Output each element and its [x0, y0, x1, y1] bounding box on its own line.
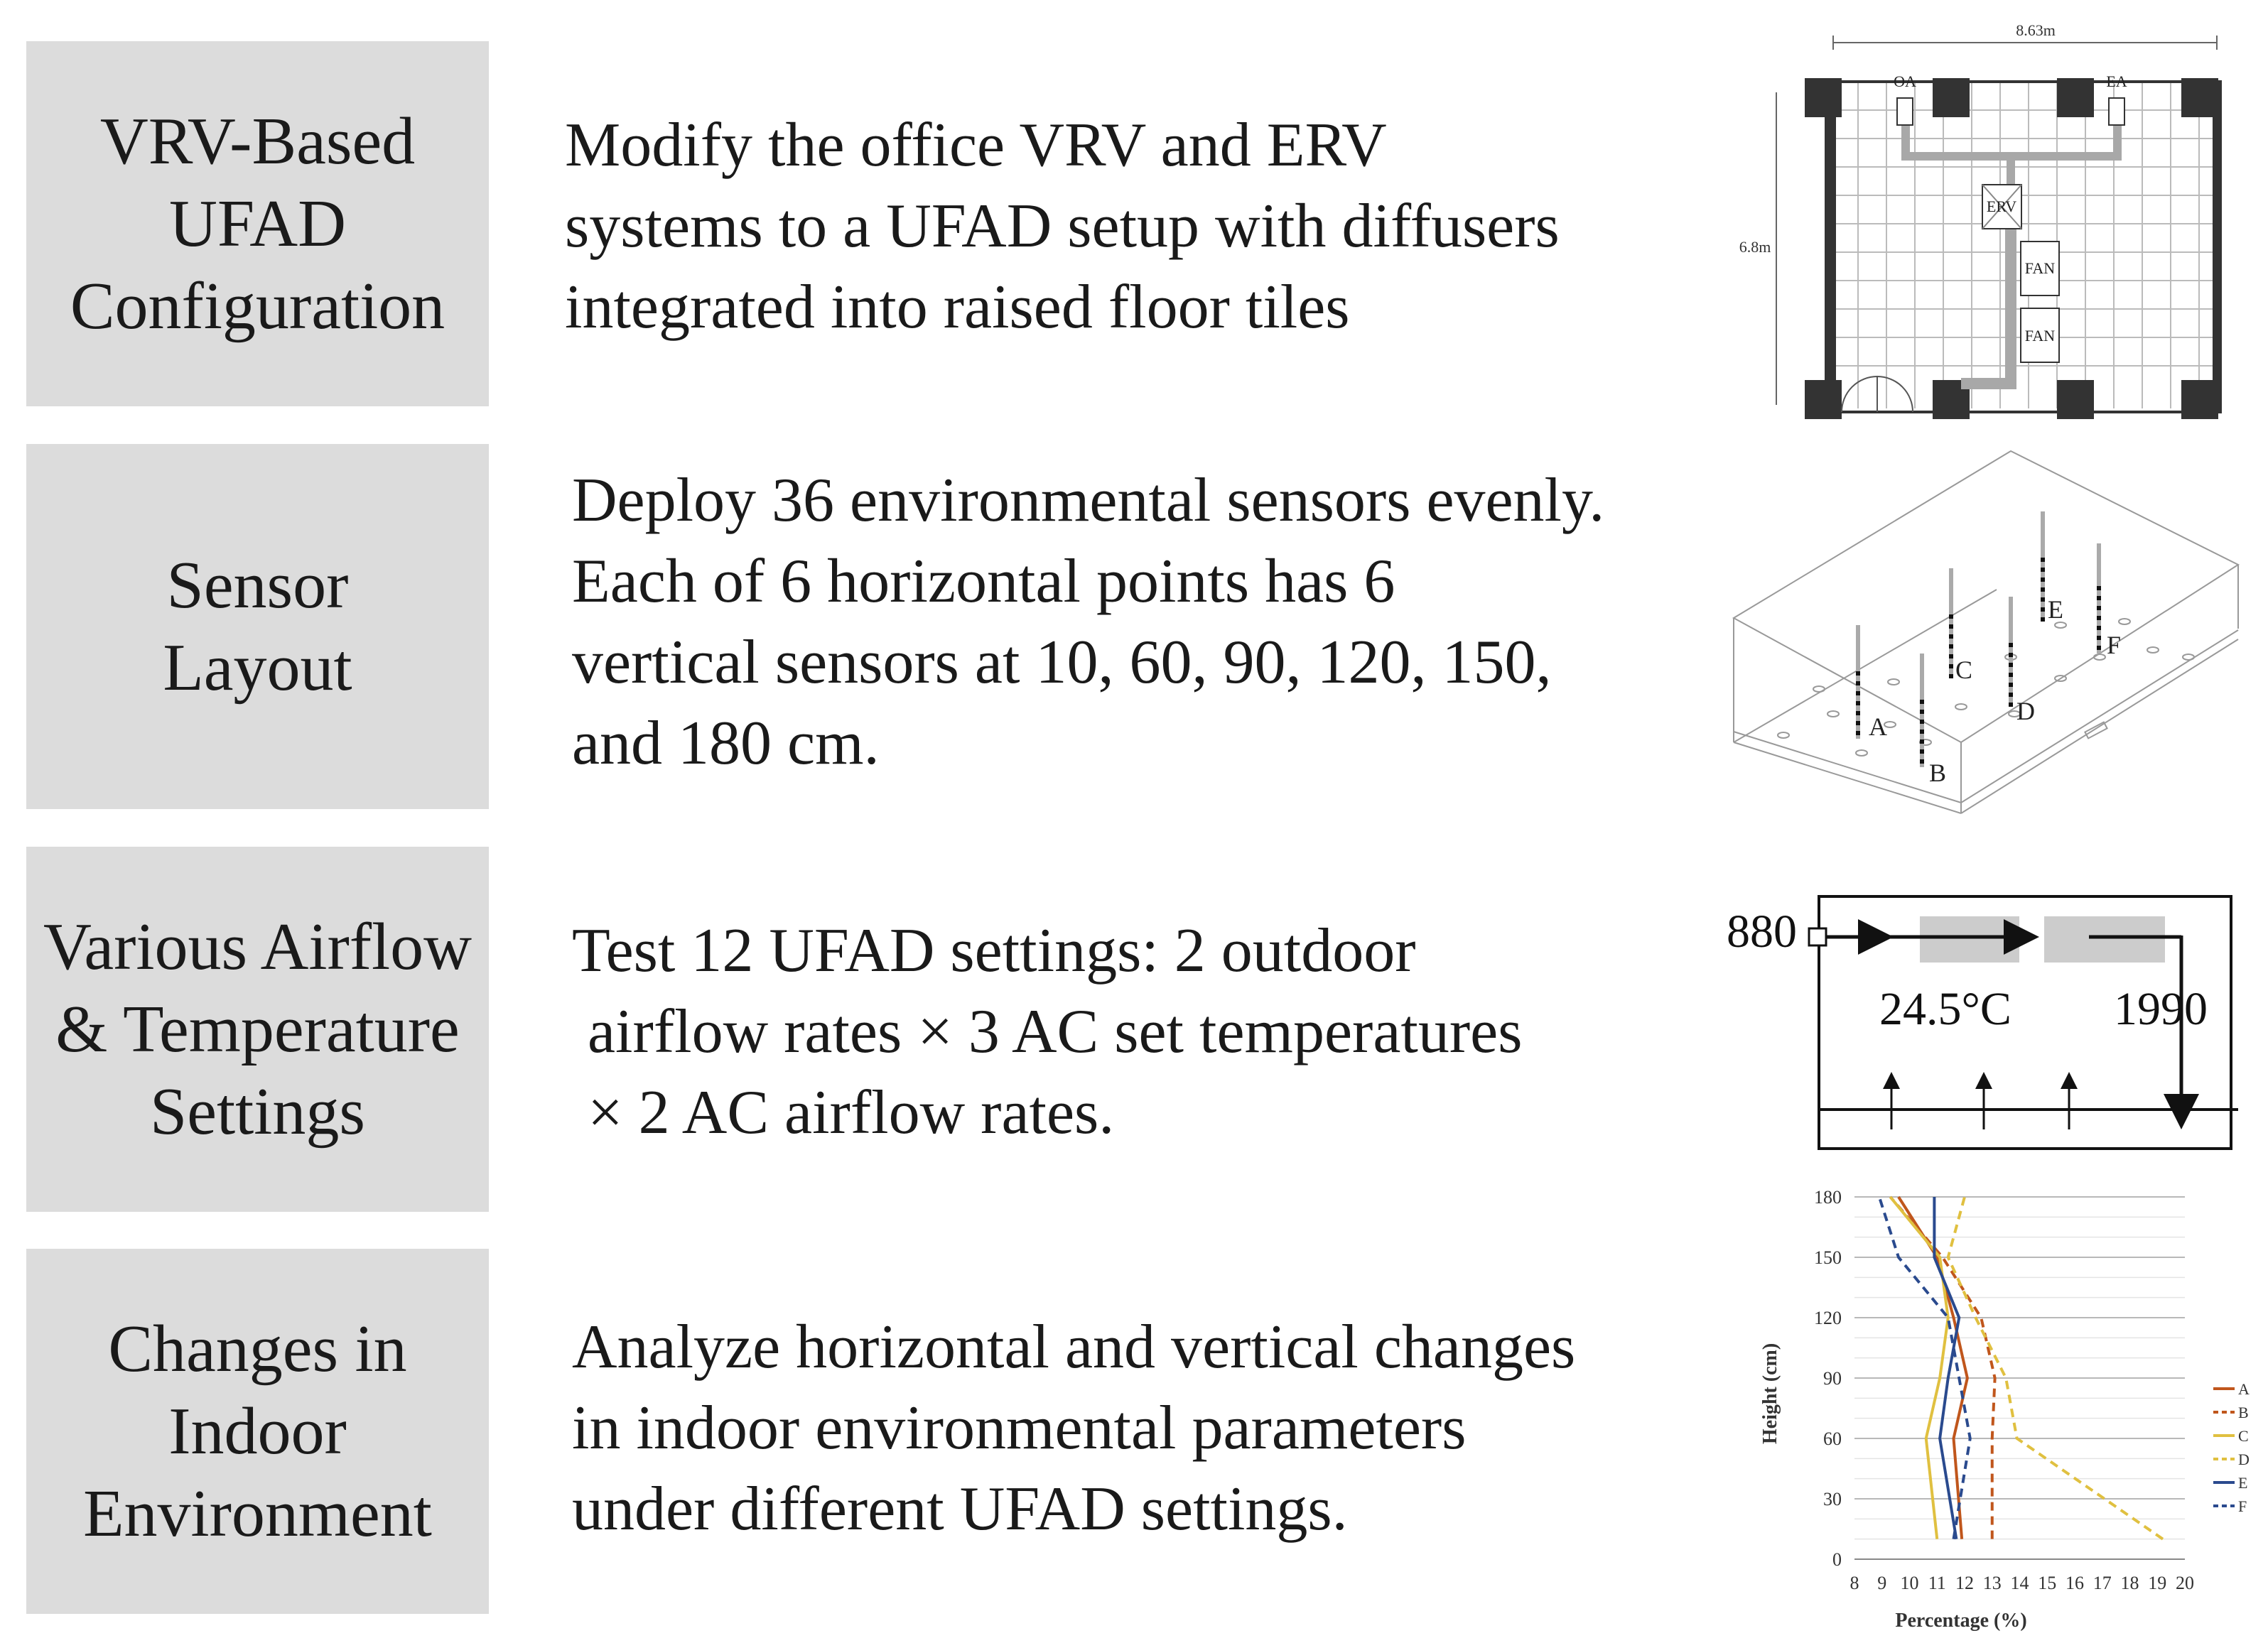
label-line: Configuration [70, 269, 446, 343]
chart-grid [1854, 1197, 2185, 1559]
sensor-point-d-label: D [2016, 697, 2035, 725]
y-tick-label: 30 [1823, 1489, 1842, 1509]
y-tick-label: 120 [1814, 1308, 1842, 1328]
legend-entry-d: D [2238, 1450, 2250, 1468]
description-indoor-environment [572, 1307, 1575, 1550]
x-tick-label: 15 [2038, 1573, 2057, 1593]
desc-line: airflow rates × 3 AC set temperatures [572, 997, 1523, 1066]
legend-entry-e: E [2238, 1474, 2248, 1492]
desc-line: Modify the office VRV and ERV [565, 111, 1387, 180]
series-line-c [1890, 1197, 1948, 1539]
width-dimension-label: 8.63m [2016, 21, 2056, 39]
label-box-indoor-environment [26, 1249, 489, 1614]
airflow-diagram-figure [1712, 888, 2238, 1158]
description-vrv-ufad [565, 105, 1560, 348]
label-line: Layout [163, 631, 352, 705]
desc-line: integrated into raised floor tiles [565, 273, 1350, 342]
height-dimension-label: 6.8m [1739, 238, 1771, 256]
ac-value-label: 1990 [2114, 983, 2208, 1035]
series-line-d [1948, 1197, 2163, 1539]
x-tick-label: 13 [1982, 1573, 2002, 1593]
y-axis-label: Height (cm) [1759, 1343, 1781, 1445]
x-tick-label: 20 [2176, 1573, 2194, 1593]
x-tick-label: 10 [1900, 1573, 1919, 1593]
label-line: Indoor [168, 1394, 347, 1468]
desc-line: under different UFAD settings. [572, 1475, 1348, 1544]
label-line: UFAD [169, 187, 346, 261]
label-line: VRV-Based [99, 104, 416, 178]
chart-legend [2213, 1380, 2250, 1515]
erv-label: ERV [1986, 197, 2017, 215]
legend-entry-f: F [2238, 1497, 2247, 1515]
label-box-airflow-settings [26, 847, 489, 1212]
label-line: Settings [150, 1075, 365, 1149]
label-line: Sensor [166, 548, 349, 622]
sensor-point-a-label: A [1869, 712, 1887, 741]
x-tick-label: 12 [1955, 1573, 1974, 1593]
sensor-layout-figure [1727, 444, 2245, 828]
sensor-point-c-label: C [1955, 656, 1973, 684]
desc-line: and 180 cm. [572, 709, 880, 778]
x-axis-label: Percentage (%) [1895, 1610, 2027, 1632]
fan-label: FAN [2024, 259, 2056, 277]
label-line: & Temperature [55, 992, 460, 1066]
x-tick-label: 8 [1850, 1573, 1859, 1593]
legend-entry-a: A [2238, 1380, 2250, 1398]
label-box-sensor-layout [26, 444, 489, 809]
y-tick-label: 90 [1823, 1368, 1842, 1389]
desc-line: × 2 AC airflow rates. [572, 1078, 1115, 1147]
label-line: Changes in [108, 1312, 407, 1386]
series-line-e [1934, 1197, 1959, 1539]
legend-entry-b: B [2238, 1404, 2249, 1421]
temperature-label: 24.5°C [1879, 983, 2012, 1035]
y-tick-label: 180 [1814, 1187, 1842, 1208]
ea-label: EA [2106, 72, 2127, 90]
chart-series [1879, 1197, 2163, 1539]
x-tick-label: 16 [2066, 1573, 2084, 1593]
oa-label: OA [1894, 72, 1916, 90]
x-tick-label: 14 [2010, 1573, 2029, 1593]
legend-entry-c: C [2238, 1427, 2249, 1445]
label-box-vrv-ufad [26, 41, 489, 406]
vertical-profile-chart [1748, 1176, 2268, 1643]
fan-label: FAN [2024, 327, 2056, 345]
desc-line: Test 12 UFAD settings: 2 outdoor [572, 916, 1416, 985]
x-tick-label: 19 [2148, 1573, 2167, 1593]
x-tick-label: 18 [2120, 1573, 2139, 1593]
x-tick-label: 17 [2092, 1573, 2112, 1593]
desc-line: in indoor environmental parameters [572, 1394, 1467, 1463]
sensor-point-e-label: E [2048, 595, 2063, 624]
y-tick-label: 60 [1823, 1428, 1842, 1449]
x-tick-label: 9 [1877, 1573, 1887, 1593]
sensor-point-f-label: F [2107, 631, 2122, 659]
desc-line: vertical sensors at 10, 60, 90, 120, 150, [572, 628, 1552, 697]
y-tick-label: 150 [1814, 1247, 1842, 1268]
sensor-point-b-label: B [1929, 759, 1947, 787]
y-tick-label: 0 [1832, 1549, 1842, 1570]
chart-axes [1814, 1187, 2194, 1593]
label-line: Environment [83, 1477, 432, 1551]
inlet-value-label: 880 [1727, 906, 1797, 958]
desc-line: Deploy 36 environmental sensors evenly. [572, 466, 1605, 535]
desc-line: Analyze horizontal and vertical changes [572, 1313, 1576, 1382]
x-tick-label: 11 [1928, 1573, 1946, 1593]
description-sensor-layout [572, 460, 1604, 784]
floor-plan-figure [1719, 14, 2231, 419]
desc-line: systems to a UFAD setup with diffusers [565, 192, 1560, 261]
label-line: Various Airflow [43, 910, 472, 984]
desc-line: Each of 6 horizontal points has 6 [572, 547, 1395, 616]
description-airflow-settings [572, 911, 1522, 1154]
